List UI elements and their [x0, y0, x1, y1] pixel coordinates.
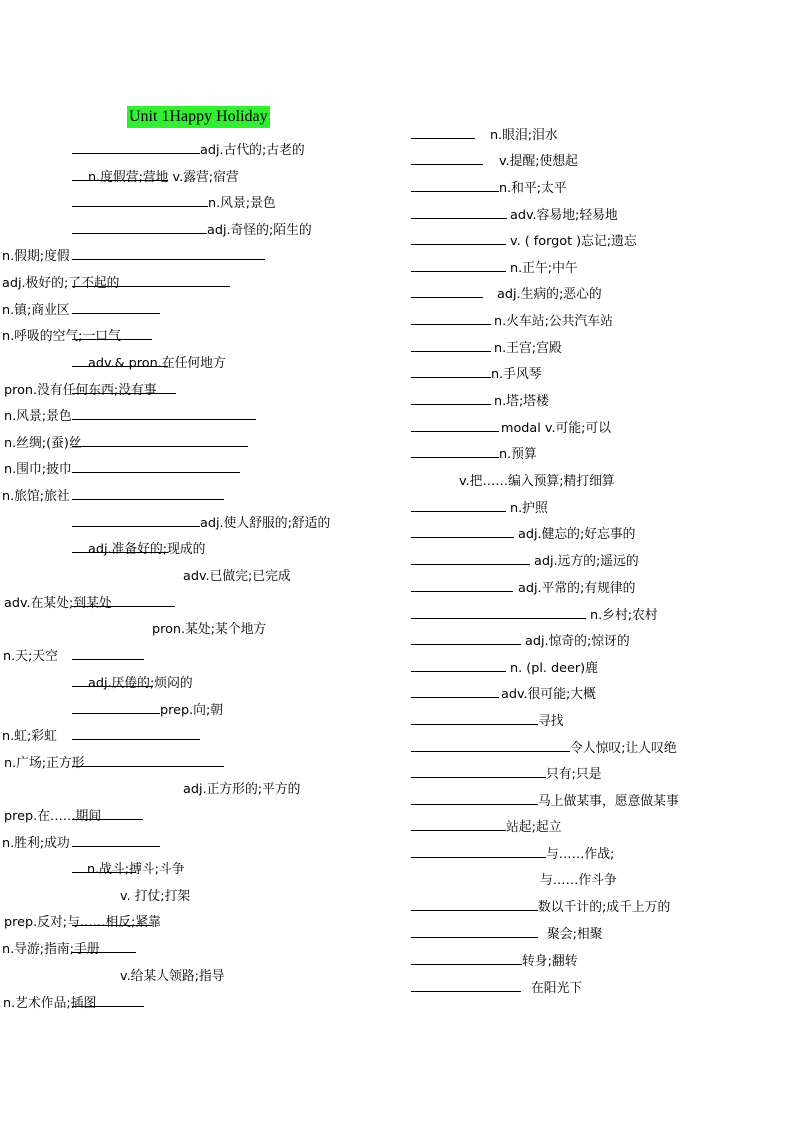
- answer-blank-line: [72, 525, 200, 527]
- vocab-definition: pron.某处;某个地方: [152, 622, 267, 637]
- vocab-entry: [411, 153, 578, 171]
- vocab-definition: v. ( forgot )忘记;遗忘: [510, 234, 637, 249]
- answer-blank-line: [411, 217, 507, 219]
- vocab-definition: v.提醒;使想起: [499, 154, 578, 169]
- vocab-definition: adj.惊奇的;惊讶的: [525, 634, 630, 649]
- vocab-entry: [183, 568, 291, 586]
- vocab-entry: [3, 995, 144, 1013]
- vocab-entry: [411, 686, 596, 704]
- answer-blank-line: [411, 590, 513, 592]
- answer-blank-line: [411, 137, 475, 139]
- answer-blank-line: [411, 803, 538, 805]
- vocab-entry: [3, 648, 144, 666]
- answer-blank-line: [411, 350, 491, 352]
- answer-blank-line: [72, 152, 200, 154]
- answer-blank-line: [411, 776, 546, 778]
- vocab-definition: 与……作战;: [546, 847, 615, 862]
- vocab-entry: [411, 766, 602, 784]
- vocab-definition: adv.在某处;到某处: [4, 596, 112, 611]
- answer-blank-line: [411, 750, 570, 752]
- vocab-entry: [72, 195, 276, 213]
- vocab-entry: [411, 660, 598, 678]
- vocab-definition: n.胜利;成功: [2, 836, 70, 851]
- vocab-entry: [2, 328, 152, 346]
- vocab-entry: [4, 808, 143, 826]
- vocab-entry: [2, 275, 230, 293]
- vocab-definition: n.假期;度假: [2, 249, 70, 264]
- answer-blank-line: [72, 205, 208, 207]
- answer-blank-line: [411, 856, 546, 858]
- vocab-entry: [459, 473, 615, 491]
- answer-blank-line: [411, 990, 521, 992]
- vocab-entry: [2, 728, 200, 746]
- vocab-entry: [411, 633, 630, 651]
- unit-title: [127, 106, 270, 128]
- vocab-entry: [411, 260, 578, 278]
- vocab-entry: [411, 500, 548, 518]
- vocab-definition: n.镇;商业区: [2, 303, 70, 318]
- vocab-entry: [72, 142, 305, 160]
- answer-blank-line: [411, 163, 483, 165]
- vocab-entry: [2, 835, 160, 853]
- vocab-entry: [411, 793, 679, 811]
- answer-blank-line: [411, 670, 506, 672]
- vocab-entry: [4, 435, 248, 453]
- answer-blank-line: [411, 643, 521, 645]
- answer-blank-line: [72, 845, 160, 847]
- vocab-entry: [411, 366, 542, 384]
- vocab-definition: adj.准备好的;现成的: [88, 542, 206, 557]
- vocab-definition: n.风景;景色: [208, 196, 276, 211]
- vocab-definition: 与……作斗争: [540, 873, 617, 888]
- vocab-definition: n.度假营;营地 v.露营;宿营: [88, 170, 239, 185]
- vocab-entry: [4, 408, 256, 426]
- answer-blank-line: [411, 909, 538, 911]
- answer-blank-line: [411, 323, 491, 325]
- vocab-entry: [72, 861, 185, 879]
- vocab-entry: [4, 595, 175, 613]
- vocab-entry: [2, 302, 160, 320]
- vocab-definition: adj.远方的;遥远的: [534, 554, 639, 569]
- vocab-definition: v. 打仗;打架: [120, 889, 191, 904]
- vocab-entry: [120, 968, 225, 986]
- vocab-definition: n.王宫;宫殿: [494, 341, 562, 356]
- answer-blank-line: [72, 658, 144, 660]
- vocab-definition: n.虹;彩虹: [2, 729, 57, 744]
- vocab-definition: n.丝绸;(蚕)丝: [4, 436, 82, 451]
- vocab-entry: [72, 515, 330, 533]
- vocab-definition: n.和平;太平: [499, 181, 567, 196]
- vocab-entry: [411, 740, 677, 758]
- vocab-definition: v.给某人领路;指导: [120, 969, 225, 984]
- vocab-definition: n.风景;景色: [4, 409, 72, 424]
- answer-blank-line: [72, 471, 240, 473]
- vocab-definition: 转身;翻转: [522, 954, 578, 969]
- vocab-entry: [411, 899, 670, 917]
- vocab-definition: n.火车站;公共汽车站: [494, 314, 613, 329]
- vocab-definition: n.塔;塔楼: [494, 394, 549, 409]
- vocab-entry: [72, 222, 312, 240]
- vocab-entry: [411, 526, 636, 544]
- vocab-definition: adj.极好的;了不起的: [2, 276, 120, 291]
- vocab-definition: adj.使人舒服的;舒适的: [200, 516, 331, 531]
- vocab-entry: [4, 461, 240, 479]
- answer-blank-line: [411, 536, 514, 538]
- answer-blank-line: [72, 312, 160, 314]
- answer-blank-line: [72, 445, 248, 447]
- vocab-definition: adj.正方形的;平方的: [183, 782, 301, 797]
- vocab-entry: [411, 127, 558, 145]
- vocab-definition: adj.古代的;古老的: [200, 143, 305, 158]
- answer-blank-line: [411, 376, 491, 378]
- vocab-entry: [2, 941, 136, 959]
- vocab-entry: [72, 675, 193, 693]
- answer-blank-line: [411, 403, 491, 405]
- answer-blank-line: [411, 829, 506, 831]
- vocab-entry: [411, 607, 658, 625]
- answer-blank-line: [411, 696, 499, 698]
- vocab-entry: [411, 233, 637, 251]
- answer-blank-line: [72, 418, 256, 420]
- vocab-entry: [183, 781, 300, 799]
- vocab-entry: [411, 553, 639, 571]
- answer-blank-line: [411, 510, 506, 512]
- vocab-definition: n.艺术作品;插图: [3, 996, 97, 1011]
- vocab-definition: n.乡村;农村: [590, 608, 658, 623]
- answer-blank-line: [411, 936, 538, 938]
- vocab-definition: adj.平常的;有规律的: [518, 581, 636, 596]
- vocab-entry: [411, 340, 562, 358]
- vocab-definition: n.护照: [510, 501, 548, 516]
- vocab-definition: 聚会;相聚: [547, 927, 603, 942]
- vocab-entry: [411, 580, 636, 598]
- answer-blank-line: [411, 963, 522, 965]
- vocab-definition: n.呼吸的空气;一口气: [2, 329, 121, 344]
- vocab-definition: n.导游;指南;手册: [2, 942, 100, 957]
- vocab-entry: [4, 914, 161, 932]
- vocab-definition: n.正午;中午: [510, 261, 578, 276]
- answer-blank-line: [411, 190, 499, 192]
- vocab-definition: n.预算: [499, 447, 537, 462]
- vocab-entry: [72, 541, 206, 559]
- vocab-entry: [411, 846, 614, 864]
- vocab-definition: 马上做某事，愿意做某事: [538, 794, 679, 809]
- answer-blank-line: [411, 456, 499, 458]
- vocab-entry: [2, 248, 265, 266]
- answer-blank-line: [411, 270, 506, 272]
- vocab-definition: adj.奇怪的;陌生的: [207, 223, 312, 238]
- answer-blank-line: [72, 232, 207, 234]
- answer-blank-line: [72, 498, 224, 500]
- vocab-definition: adv.& pron.在任何地方: [88, 356, 226, 371]
- vocab-entry: [4, 382, 176, 400]
- answer-blank-line: [72, 258, 265, 260]
- vocab-entry: [540, 872, 617, 890]
- vocab-definition: n.眼泪;泪水: [490, 128, 558, 143]
- vocab-definition: 数以千计的;成千上万的: [538, 900, 671, 915]
- vocab-entry: [152, 621, 266, 639]
- vocab-definition: pron.没有任何东西;没有事: [4, 383, 157, 398]
- vocab-definition: n.广场;正方形: [4, 756, 85, 771]
- answer-blank-line: [411, 723, 538, 725]
- vocab-definition: adv.已做完;已完成: [183, 569, 291, 584]
- vocab-definition: 只有;只是: [546, 767, 602, 782]
- vocab-entry: [120, 888, 190, 906]
- vocab-entry: [411, 446, 537, 464]
- vocab-entry: [411, 180, 567, 198]
- vocab-entry: [2, 488, 224, 506]
- vocab-definition: adj.健忘的;好忘事的: [518, 527, 636, 542]
- answer-blank-line: [72, 765, 224, 767]
- vocab-entry: [411, 953, 578, 971]
- vocab-definition: adv.容易地;轻易地: [510, 208, 618, 223]
- answer-blank-line: [411, 243, 506, 245]
- vocab-definition: n.围巾;披巾: [4, 462, 72, 477]
- vocab-entry: [411, 819, 562, 837]
- answer-blank-line: [411, 296, 483, 298]
- vocab-definition: prep.反对;与……相反;紧靠: [4, 915, 161, 930]
- vocab-definition: prep.在……期间: [4, 809, 102, 824]
- vocab-entry: [411, 926, 603, 944]
- answer-blank-line: [411, 563, 530, 565]
- vocab-entry: [72, 355, 226, 373]
- vocab-entry: [411, 980, 583, 998]
- answer-blank-line: [411, 617, 586, 619]
- vocab-definition: adj.厌倦的;烦闷的: [88, 676, 193, 691]
- vocab-definition: n.旅馆;旅社: [2, 489, 70, 504]
- vocab-definition: v.把……编入预算;精打细算: [459, 474, 615, 489]
- answer-blank-line: [72, 712, 160, 714]
- vocab-entry: [411, 713, 564, 731]
- vocab-definition: 令人惊叹;让人叹绝: [570, 741, 677, 756]
- vocab-definition: n. (pl. deer)鹿: [510, 661, 598, 676]
- vocab-entry: [4, 755, 224, 773]
- vocab-definition: adv.很可能;大概: [501, 687, 596, 702]
- vocab-entry: [411, 207, 618, 225]
- vocab-definition: n.天;天空: [3, 649, 58, 664]
- vocab-entry: [411, 393, 549, 411]
- vocab-entry: [72, 169, 239, 187]
- vocab-entry: [411, 286, 602, 304]
- answer-blank-line: [72, 738, 200, 740]
- vocab-definition: 寻找: [538, 714, 564, 729]
- vocab-entry: [72, 702, 223, 720]
- vocab-definition: modal v.可能;可以: [501, 421, 612, 436]
- vocab-definition: n.战斗;搏斗;斗争: [87, 862, 185, 877]
- answer-blank-line: [411, 430, 499, 432]
- vocab-entry: [411, 420, 612, 438]
- vocab-entry: [411, 313, 613, 331]
- vocab-definition: 站起;起立: [506, 820, 562, 835]
- unit-title-text: Unit 1Happy Holiday: [129, 108, 268, 125]
- vocab-definition: n.手风琴: [491, 367, 542, 382]
- vocab-definition: prep.向;朝: [160, 703, 224, 718]
- vocab-definition: 在阳光下: [531, 981, 583, 996]
- vocab-definition: adj.生病的;恶心的: [497, 287, 602, 302]
